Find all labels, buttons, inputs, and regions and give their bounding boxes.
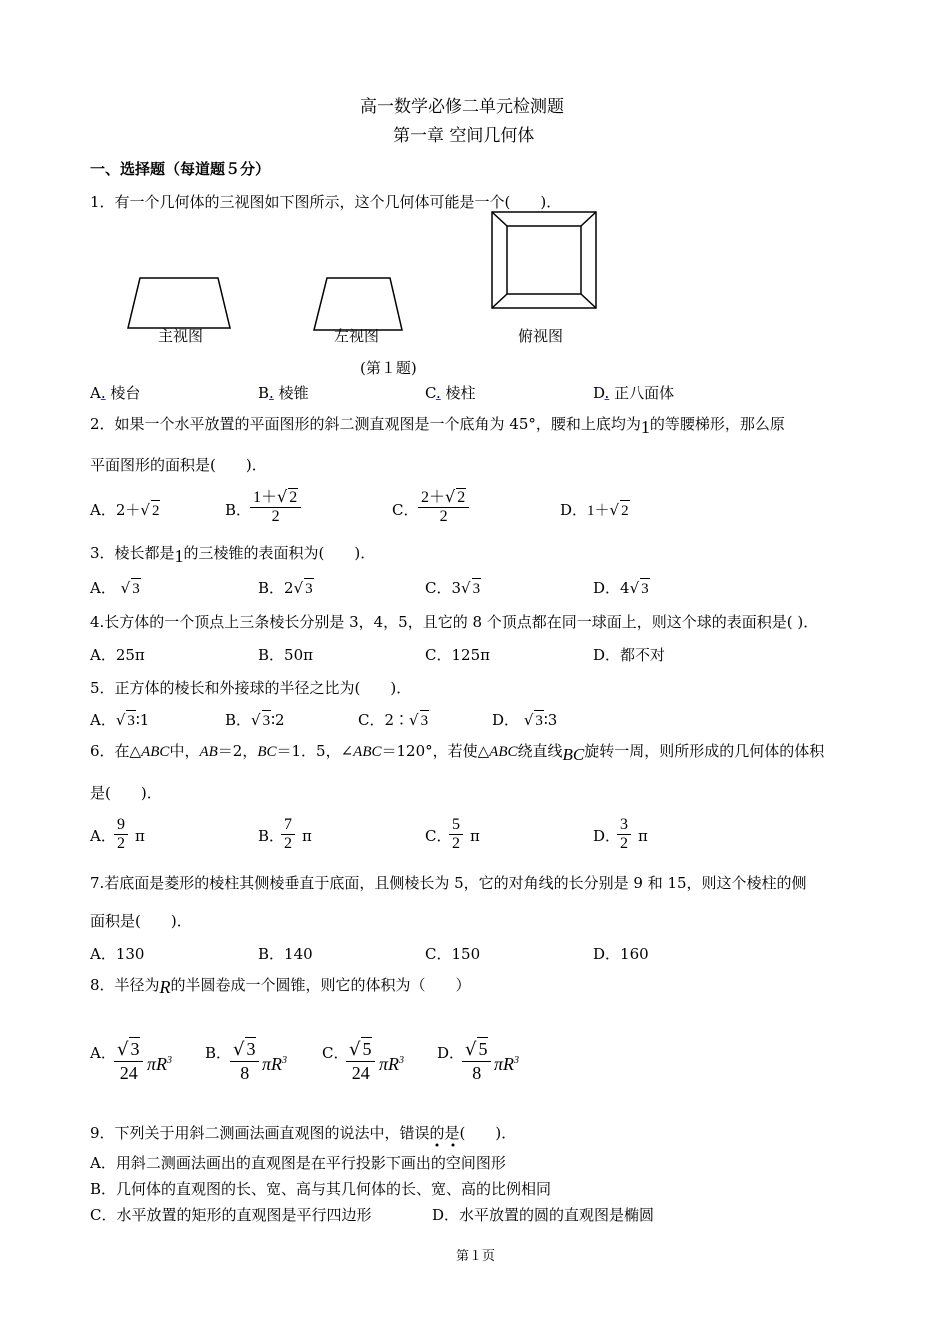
q4-option-c: C．125π: [425, 646, 490, 664]
q7-line2: 面积是( )．: [90, 912, 192, 930]
figure-caption: (第１题): [360, 359, 417, 377]
q8-option-c-tail: $\pi R^3$: [379, 1054, 405, 1074]
q7-option-c: C．150: [425, 945, 481, 963]
q9-option-c: C．水平放置的矩形的直观图是平行四边形: [90, 1206, 372, 1224]
q2-option-d: D．1＋√ 2: [560, 501, 629, 519]
q2-option-c-fraction: $\frac{2+√ 2}{2}$: [418, 488, 469, 526]
q6-option-a-label: A．: [90, 827, 116, 845]
q1-option-d: D. 正八面体: [593, 384, 675, 402]
q5-option-a: A．√ 3∶1: [90, 711, 150, 729]
side-view-label: 左视图: [334, 327, 380, 345]
q4-option-a: A．25π: [90, 646, 145, 664]
q5-option-b: B．√ 3∶2: [225, 711, 285, 729]
q2-option-b-label: B．: [225, 501, 252, 519]
q8-option-a-tail: $\pi R^3$: [147, 1054, 173, 1074]
front-view-label: 主视图: [158, 327, 204, 345]
q2-option-c-label: C．: [392, 501, 419, 519]
q2-option-b-fraction: $\frac{1+√ 2}{2}$: [250, 488, 301, 526]
page-subtitle: 第一章 空间几何体: [393, 126, 535, 146]
q6-option-d-fraction: $\frac{3}{2}$: [617, 816, 631, 853]
q6-option-a-pi: π: [135, 827, 145, 845]
q4-option-b: B．50π: [258, 646, 313, 664]
q8-option-a-fraction: $\frac{√ 3}{24}$: [114, 1037, 143, 1084]
page-title: 高一数学必修二单元检测题: [360, 97, 564, 117]
page-footer: 第１页: [456, 1249, 496, 1264]
q8-option-d-tail: $\pi R^3$: [494, 1054, 520, 1074]
q3-option-c: C．3√ 3: [425, 579, 481, 597]
q1-option-a: A. 棱台: [90, 384, 141, 402]
q8-option-d-fraction: $\frac{√ 5}{8}$: [462, 1037, 491, 1084]
q6-option-c-pi: π: [470, 827, 480, 845]
q5-stem: 5．正方体的棱长和外接球的半径之比为( )．: [90, 679, 412, 697]
q1-stem: 1．有一个几何体的三视图如下图所示，这个几何体可能是一个( )．: [90, 193, 562, 211]
q6-option-b-label: B．: [258, 827, 285, 845]
q8-stem: 8．半径为R的半圆卷成一个圆锥，则它的体积为（ ）: [90, 976, 471, 997]
q5-option-c: C．2∶√ 3: [358, 711, 429, 729]
q8-option-b-label: B．: [205, 1044, 232, 1062]
q2-option-a: A．2＋√ 2: [90, 501, 160, 519]
q6-option-d-pi: π: [638, 827, 648, 845]
q8-option-c-label: C．: [322, 1044, 349, 1062]
q6-option-a-fraction: $\frac{9}{2}$: [114, 816, 128, 853]
q2-line2: 平面图形的面积是( )．: [90, 456, 267, 474]
q3-option-d: D．4√ 3: [593, 579, 649, 597]
top-view-label: 俯视图: [518, 327, 564, 345]
q5-option-d: D． √ 3∶3: [492, 711, 558, 729]
q6-line1: 6．在△ABC中，AB＝2，BC＝1．5，∠ABC＝120°，若使△ABC绕直线BC旋转一周，则所形成的几何体的体积: [90, 742, 825, 764]
section-heading: 一、选择题（每道题５分）: [90, 160, 271, 178]
q9-option-b: B．几何体的直观图的长、宽、高与其几何体的长、宽、高的比例相同: [90, 1180, 552, 1198]
q9-stem: 9．下列关于用斜二测画法画直观图的说法中，错误的是( )．: [90, 1124, 517, 1142]
q1-option-c: C. 棱柱: [425, 384, 476, 402]
q9-option-a: A．用斜二测画法画出的直观图是在平行投影下画出的空间图形: [90, 1154, 506, 1172]
q7-line1: 7.若底面是菱形的棱柱其侧棱垂直于底面，且侧棱长为 5，它的对角线的长分别是 9 和 15，则这个棱柱的侧: [90, 874, 807, 892]
q3-option-a: A． √ 3: [90, 579, 140, 597]
q6-option-c-fraction: $\frac{5}{2}$: [449, 816, 463, 853]
q6-option-b-fraction: $\frac{7}{2}$: [281, 816, 295, 853]
q7-option-d: D．160: [593, 945, 649, 963]
q7-option-b: B．140: [258, 945, 313, 963]
q8-option-d-label: D．: [437, 1044, 465, 1062]
q8-option-b-fraction: $\frac{√ 3}{8}$: [230, 1037, 259, 1084]
q6-option-c-label: C．: [425, 827, 452, 845]
q6-option-d-label: D．: [593, 827, 621, 845]
q4-stem: 4.长方体的一个顶点上三条棱长分别是 3，4，5，且它的 8 个顶点都在同一球面上，则这个球的表面积是( )．: [90, 613, 819, 631]
q9-option-d: D．水平放置的圆的直观图是椭圆: [432, 1206, 655, 1224]
q4-option-d: D．都不对: [593, 646, 666, 664]
q7-option-a: A．130: [90, 945, 145, 963]
q3-stem: 3．棱长都是1的三棱锥的表面积为( )．: [90, 544, 376, 566]
q2-line1: 2．如果一个水平放置的平面图形的斜二测直观图是一个底角为 45°，腰和上底均为1的等腰梯形，那么原: [90, 415, 785, 437]
q3-option-b: B．2√ 3: [258, 579, 313, 597]
q1-option-b: B. 棱锥: [258, 384, 309, 402]
q8-option-c-fraction: $\frac{√ 5}{24}$: [346, 1037, 375, 1084]
q8-option-b-tail: $\pi R^3$: [262, 1054, 288, 1074]
q6-line2: 是( )．: [90, 784, 162, 802]
q8-option-a-label: A．: [90, 1044, 116, 1062]
q6-option-b-pi: π: [302, 827, 312, 845]
